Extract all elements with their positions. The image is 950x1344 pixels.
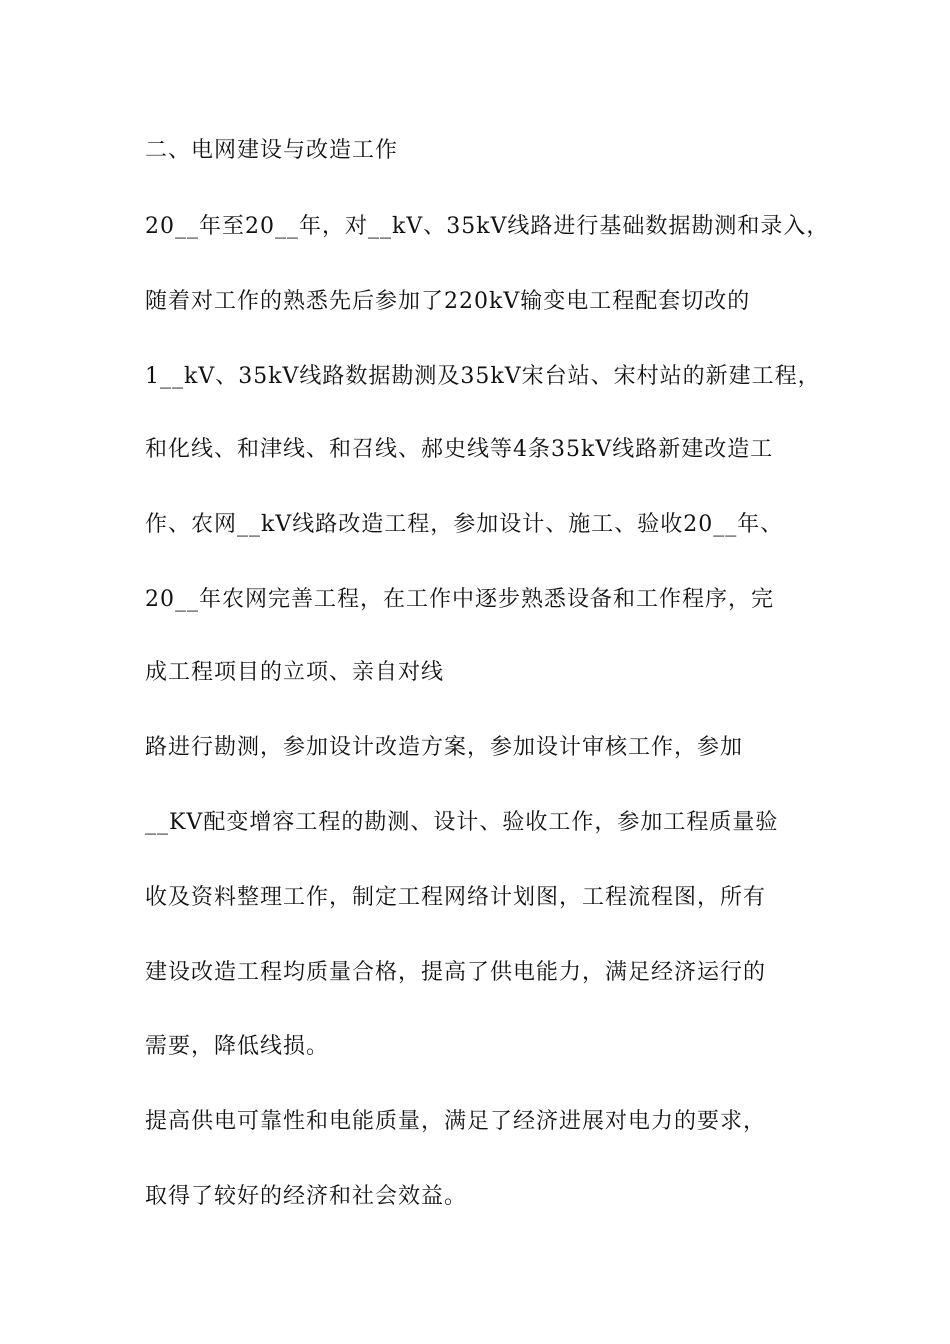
text-line: 取得了较好的经济和社会效益。 [145,1184,468,1209]
text-line: 收及资料整理工作，制定工程网络计划图，工程流程图，所有 [145,885,767,910]
text-line: 需要，降低线损。 [145,1034,330,1059]
text-line: 20__年至20__年，对__kV、35kV线路进行基础数据勘测和录入， [145,214,830,239]
text-line: 提高供电可靠性和电能质量，满足了经济进展对电力的要求， [145,1109,767,1134]
section-heading: 二、电网建设与改造工作 [145,138,399,163]
text-line: 20__年农网完善工程，在工作中逐步熟悉设备和工作程序，完 [145,587,774,612]
text-line: 建设改造工程均质量合格，提高了供电能力，满足经济运行的 [145,960,767,985]
text-line: 1__kV、35kV线路数据勘测及35kV宋台站、宋村站的新建工程， [145,364,821,389]
text-line: 作、农网__kV线路改造工程，参加设计、施工、验收20__年、 [145,512,784,537]
text-line: 路进行勘测，参加设计改造方案，参加设计审核工作，参加 [145,735,744,760]
text-line: __KV配变增容工程的勘测、设计、验收工作，参加工程质量验 [145,810,779,835]
text-line: 成工程项目的立项、亲自对线 [145,660,445,685]
text-line: 和化线、和津线、和召线、郝史线等4条35kV线路新建改造工 [145,437,774,462]
text-line: 随着对工作的熟悉先后参加了220kV输变电工程配套切改的 [145,289,751,314]
